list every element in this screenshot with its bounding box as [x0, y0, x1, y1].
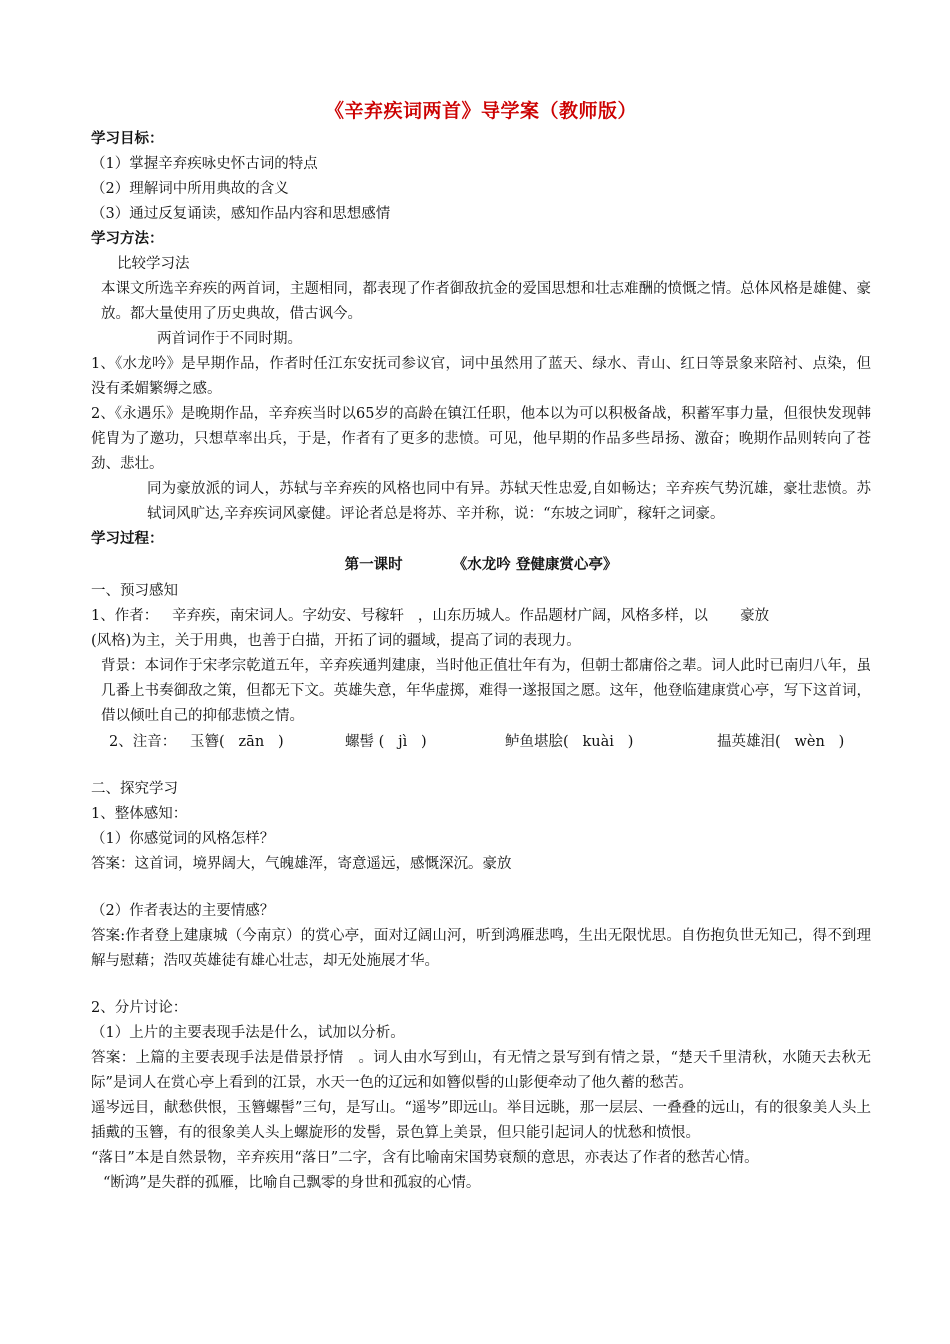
lesson-label: 第一课时 — [344, 557, 403, 573]
pinyin-row — [91, 729, 871, 755]
pinyin-item: 揾英雄泪( wèn ) — [717, 734, 845, 750]
method-paragraph-3: 同为豪放派的词人，苏轼与辛弃疾的风格也同中有异。苏轼天性忠爱,自如畅达；辛弃疾气势沉雄，豪壮悲愤。苏轼词风旷达,辛弃疾词风豪健。评论者总是将苏、辛并称，说：“东坡之词旷，稼轩之词豪。 — [147, 481, 871, 522]
question-2: （2）作者表达的主要情感？ — [91, 903, 275, 919]
question-3: （1）上片的主要表现手法是什么，试加以分析。 — [91, 1025, 405, 1041]
answer-1: 答案：这首词，境界阔大，气魄雄浑，寄意遥远，感慨深沉。豪放 — [91, 856, 512, 872]
method-heading: 学习方法： — [91, 231, 164, 247]
explore-heading: 二、探究学习 — [91, 781, 178, 797]
method-periods: 两首词作于不同时期。 — [157, 331, 302, 347]
lesson-heading — [91, 552, 871, 579]
pinyin-item: 2、注音： 玉簪( zān ) — [109, 734, 284, 750]
answer-3-part-3: “落日”本是自然景物，辛弃疾用“落日”二字，含有比喻南宋国势衰颓的意思，亦表达了作者的愁苦心情。 — [91, 1150, 759, 1166]
author-line-1: 1、作者： 辛弃疾，南宋词人。字幼安、号稼轩 ，山东历城人。作品题材广阔，风格多样，以 豪放 — [91, 608, 770, 624]
process-heading: 学习过程： — [91, 531, 164, 547]
goal-item: （1）掌握辛弃疾咏史怀古词的特点 — [91, 156, 318, 172]
lesson-title: 《水龙吟 登健康赏心亭》 — [452, 557, 618, 573]
discuss-heading: 2、分片讨论： — [91, 1000, 188, 1016]
answer-3-part-4: “断鸿”是失群的孤雁，比喻自己飘零的身世和孤寂的心情。 — [103, 1175, 481, 1191]
question-1: （1）你感觉词的风格怎样？ — [91, 831, 275, 847]
page-title: 《辛弃疾词两首》导学案（教师版） — [324, 100, 637, 122]
pinyin-item: 螺髻 ( jì ) — [345, 734, 427, 750]
answer-2: 答案:作者登上建康城（今南京）的赏心亭，面对辽阔山河，听到鸿雁悲鸣，生出无限忧思。自伤抱负世无知己，得不到理解与慰藉；浩叹英雄徒有雄心壮志，却无处施展才华。 — [91, 928, 871, 969]
answer-3: 答案：上篇的主要表现手法是借景抒情 。词人由水写到山，有无情之景写到有情之景，“楚天千里清秋，水随天去秋无际”是词人在赏心亭上看到的江景，水天一色的辽远和如簪似髻的山影便牵动了他久蓄的愁苦。 — [91, 1050, 871, 1091]
overall-heading: 1、整体感知： — [91, 806, 188, 822]
answer-3-part-2: 遥岑远目，献愁供恨，玉簪螺髻”三句，是写山。“遥岑”即远山。举目远眺，那一层层、一叠叠的远山，有的很象美人头上插戴的玉簪，有的很象美人头上螺旋形的发髻，景色算上美景，但只能引起词人的忧愁和愤恨。 — [91, 1100, 871, 1141]
method-name: 比较学习法 — [117, 256, 190, 272]
method-paragraph-2: 2、《永遇乐》是晚期作品，辛弃疾当时以65岁的高龄在镇江任职，他本以为可以积极备战，积蓄军事力量，但很快发现韩侂胄为了邀功，只想草率出兵，于是，作者有了更多的悲愤。可见，他早期的作品多些昂扬、激奋；晚期作品则转向了苍劲、悲壮。 — [91, 406, 871, 472]
method-intro: 本课文所选辛弃疾的两首词，主题相同，都表现了作者御敌抗金的爱国思想和壮志难酬的愤慨之情。总体风格是雄健、豪放。都大量使用了历史典故，借古讽今。 — [101, 281, 871, 322]
goal-item: （3）通过反复诵读，感知作品内容和思想感情 — [91, 206, 391, 222]
goals-heading: 学习目标： — [91, 131, 164, 147]
pinyin-item: 鲈鱼堪脍( kuài ) — [505, 734, 634, 750]
method-paragraph-1: 1、《水龙吟》是早期作品，作者时任江东安抚司参议官，词中虽然用了蓝天、绿水、青山、红日等景象来陪衬、点染，但没有柔媚繁缛之感。 — [91, 356, 871, 397]
author-line-2: (风格)为主，关于用典，也善于白描，开拓了词的疆域，提高了词的表现力。 — [91, 633, 581, 649]
goal-item: （2）理解词中所用典故的含义 — [91, 181, 289, 197]
preview-heading: 一、预习感知 — [91, 583, 178, 599]
document-page — [91, 96, 871, 1196]
background-paragraph: 背景：本词作于宋孝宗乾道五年，辛弃疾通判建康，当时他正值壮年有为，但朝士都庸俗之辈。词人此时已南归八年，虽几番上书奏御敌之策，但都无下文。英雄失意，年华虚掷，难得一遂报国之愿。这年，他登临建康赏心亭，写下这首词，借以倾吐自己的抑郁悲愤之情。 — [101, 658, 871, 724]
